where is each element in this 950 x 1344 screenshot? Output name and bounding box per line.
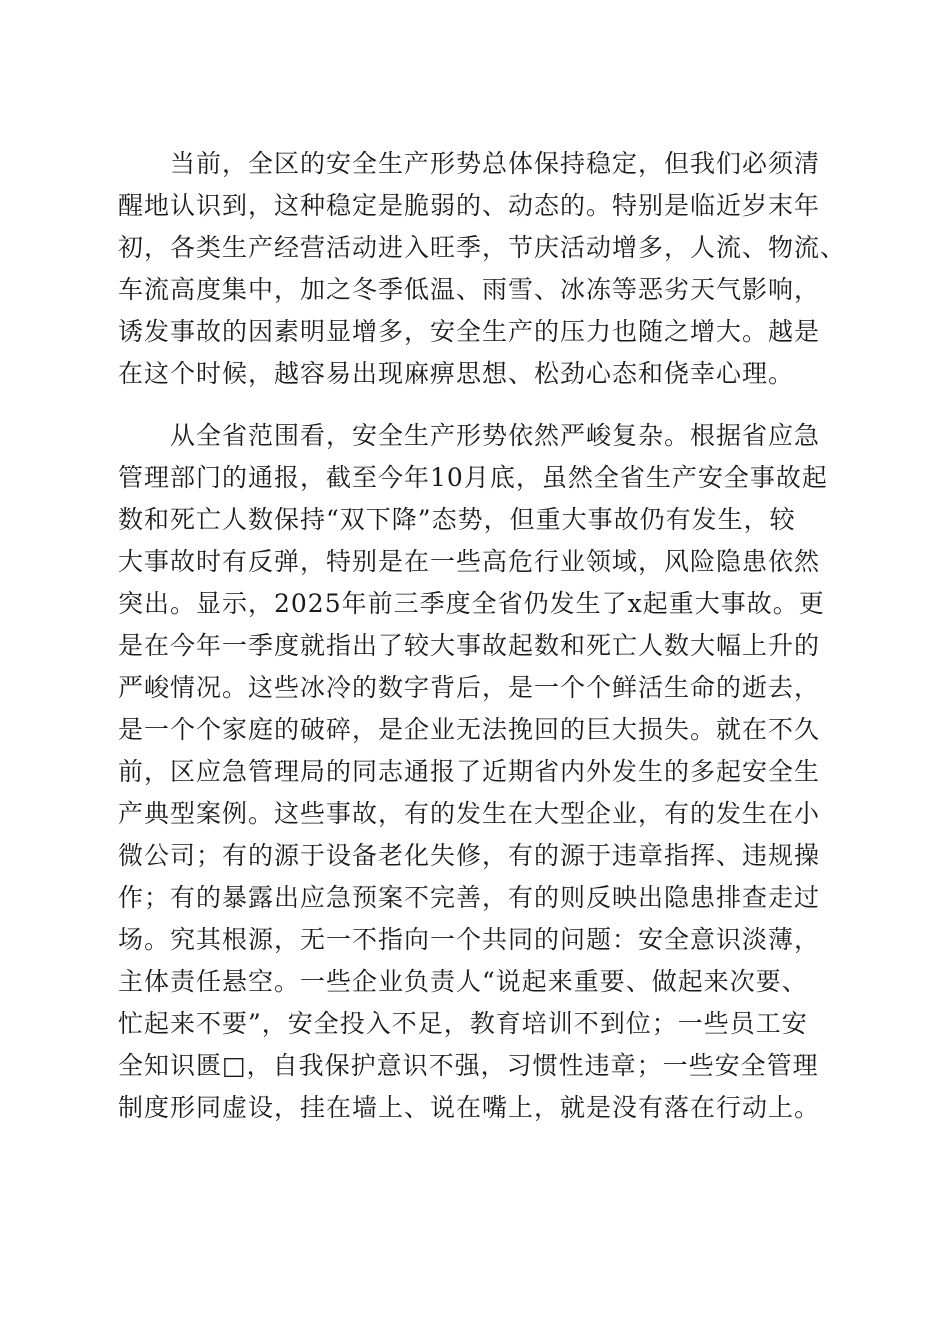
paragraph-2-line-6: 是在今年一季度就指出了较大事故起数和死亡人数大幅上升的 — [118, 631, 821, 660]
paragraph-2-line-1: 从全省范围看，安全生产形势依然严峻复杂。根据省应急 — [170, 421, 821, 450]
paragraph-2-line-8: 是一个个家庭的破碎，是企业无法挽回的巨大损失。就在不久 — [118, 715, 821, 744]
paragraph-2-line-11: 微公司；有的源于设备老化失修，有的源于违章指挥、违规操 — [118, 841, 821, 870]
paragraph-1-line-1: 当前，全区的安全生产形势总体保持稳定，但我们必须清 — [170, 149, 821, 178]
paragraph-2-line-3: 数和死亡人数保持“双下降”态势，但重大事故仍有发生，较 — [118, 505, 796, 534]
paragraph-2-line-5: 突出。显示，2025年前三季度全省仍发生了x起重大事故。更 — [118, 589, 825, 618]
paragraph-2-line-4: 大事故时有反弹，特别是在一些高危行业领域，风险隐患依然 — [118, 547, 821, 576]
paragraph-2-line-12: 作；有的暴露出应急预案不完善，有的则反映出隐患排查走过 — [118, 883, 821, 912]
paragraph-2-line-16: 全知识匮□，自我保护意识不强，习惯性违章；一些安全管理 — [118, 1051, 819, 1080]
paragraph-2-line-2: 管理部门的通报，截至今年10月底，虽然全省生产安全事故起 — [118, 463, 828, 492]
paragraph-2-line-17: 制度形同虚设，挂在墙上、说在嘴上，就是没有落在行动上。 — [118, 1093, 821, 1122]
paragraph-1-line-6: 在这个时候，越容易出现麻痹思想、松劲心态和侥幸心理。 — [118, 359, 795, 388]
paragraph-2-line-13: 场。究其根源，无一不指向一个共同的问题：安全意识淡薄， — [118, 925, 821, 954]
paragraph-1-line-4: 车流高度集中，加之冬季低温、雨雪、冰冻等恶劣天气影响， — [118, 275, 821, 304]
paragraph-2-line-7: 严峻情况。这些冰冷的数字背后，是一个个鲜活生命的逝去， — [118, 673, 821, 702]
paragraph-1-line-5: 诱发事故的因素明显增多，安全生产的压力也随之增大。越是 — [118, 317, 821, 346]
paragraph-1-line-3: 初，各类生产经营活动进入旺季，节庆活动增多，人流、物流、 — [118, 233, 847, 262]
paragraph-2-line-14: 主体责任悬空。一些企业负责人“说起来重要、做起来次要、 — [118, 967, 808, 996]
paragraph-2-line-9: 前，区应急管理局的同志通报了近期省内外发生的多起安全生 — [118, 757, 821, 786]
paragraph-2-line-15: 忙起来不要”，安全投入不足，教育培训不到位；一些员工安 — [118, 1009, 808, 1038]
paragraph-2-line-10: 产典型案例。这些事故，有的发生在大型企业，有的发生在小 — [118, 799, 821, 828]
paragraph-1-line-2: 醒地认识到，这种稳定是脆弱的、动态的。特别是临近岁末年 — [118, 191, 821, 220]
